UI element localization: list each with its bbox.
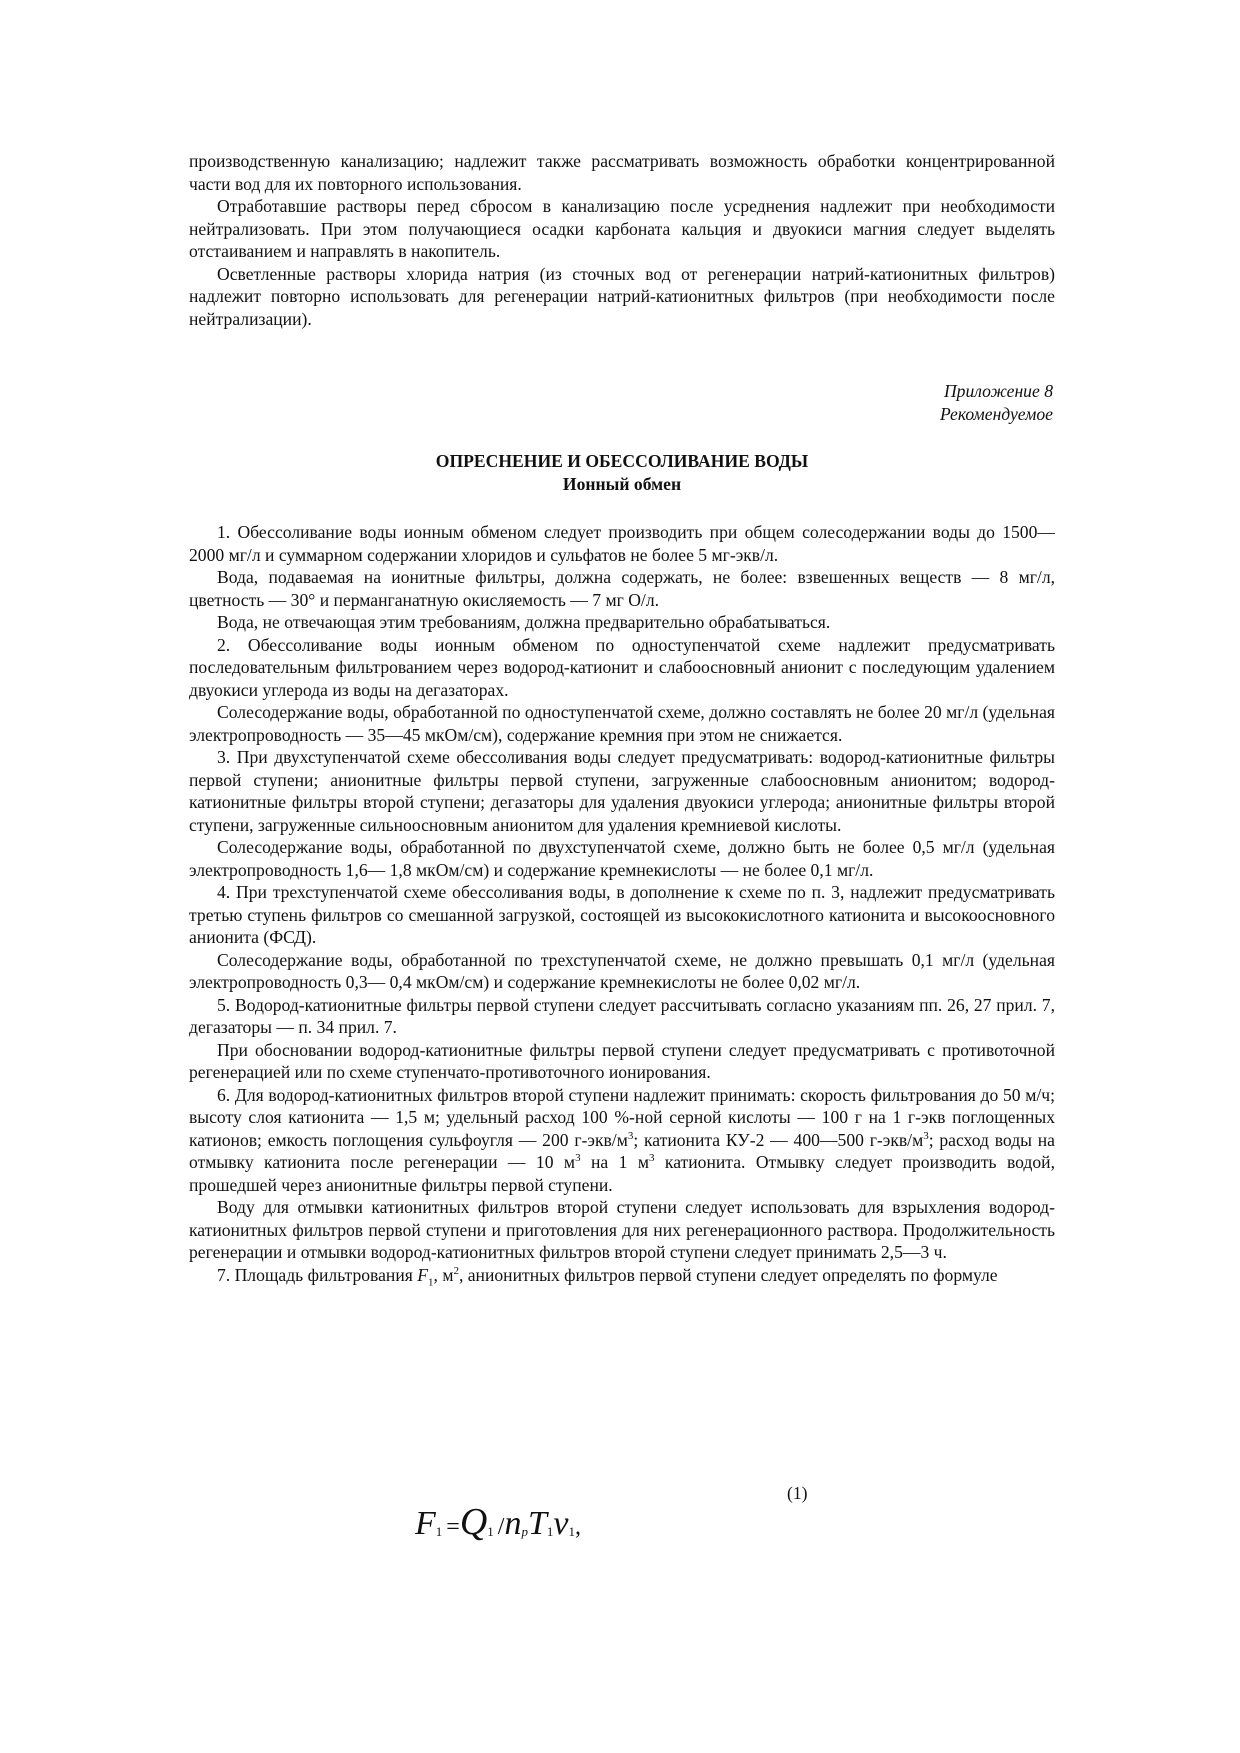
paragraph: При обосновании водород-катионитные фильтры первой ступени следует предусматривать с противоточной регенерацией или по схеме ступенчато-противоточного ионирования. xyxy=(189,1039,1055,1082)
formula-T-sub: 1 xyxy=(546,1524,554,1539)
paragraph: Солесодержание воды, обработанной по трехступенчатой схеме, не должно превышать 0,1 мг/л (удельная электропроводность 0,3— 0,4 мкОм/см) и содержание кремнекислоты не более 0,02 мг/л. xyxy=(189,949,1055,992)
formula-comma: , xyxy=(574,1514,581,1540)
paragraph xyxy=(189,1084,1055,1197)
formula-number: (1) xyxy=(787,1483,808,1503)
paragraph: Солесодержание воды, обработанной по одноступенчатой схеме, должно составлять не более 20 мг/л (удельная электропроводность — 35—45 мкОм/см), содержание кремния при этом не снижается. xyxy=(189,702,1055,745)
variable: F xyxy=(417,1264,429,1285)
paragraph: Воду для отмывки катионитных фильтров второй ступени следует использовать для взрыхления водород-катионитных фильтров первой ступени и приготовления для них регенерационного раствора. Продолжительность регенерации и отмывки водород-катионитных фильтров второй ступени следует принимать 2,5—3 ч. xyxy=(189,1197,1055,1262)
section-title: ОПРЕСНЕНИЕ И ОБЕССОЛИВАНИЕ ВОДЫ xyxy=(435,451,809,471)
paragraph: 2. Обессоливание воды ионным обменом по одноступенчатой схеме надлежит предусматривать последовательным фильтрованием через водород-катионит и слабоосновный анионит с последующим удалением двуокиси углерода из воды на дегазаторах. xyxy=(189,634,1055,700)
paragraph xyxy=(189,1264,1055,1287)
section-heading xyxy=(189,450,1055,496)
appendix-status: Рекомендуемое xyxy=(939,404,1053,424)
text-run: ; катионита КУ-2 — 400—500 г-экв/м xyxy=(633,1129,924,1150)
formula-n-sub: p xyxy=(521,1524,528,1539)
paragraph: Осветленные растворы хлорида натрия (из сточных вод от регенерации натрий-катионитных фильтров) надлежит повторно использовать для регенерации натрий-катионитных фильтров (при необходимости после нейтрализации). xyxy=(189,263,1055,329)
appendix-number: Приложение 8 xyxy=(943,381,1053,401)
paragraph: Солесодержание воды, обработанной по двухступенчатой схеме, должно быть не более 0,5 мг/л (удельная электропроводность 1,6— 1,8 мкОм/см) и содержание кремнекислоты — не более 0,1 мг/л. xyxy=(189,837,1055,880)
paragraph: Вода, не отвечающая этим требованиям, должна предварительно обрабатываться. xyxy=(217,612,831,632)
paragraph: 1. Обессоливание воды ионным обменом следует производить при общем солесодержании воды до 1500—2000 мг/л и суммарном содержании хлоридов и сульфатов не более 5 мг-экв/л. xyxy=(189,522,1055,565)
superscript: 3 xyxy=(649,1152,655,1165)
paragraph: Отработавшие растворы перед сбросом в канализацию после усреднения надлежит при необходимости нейтрализовать. При этом получающиеся осадки карбоната кальция и двуокиси магния следует выделять отстаиванием и направлять в накопитель. xyxy=(189,196,1055,261)
superscript: 2 xyxy=(453,1264,459,1277)
formula-T: T xyxy=(527,1505,547,1542)
paragraph: производственную канализацию; надлежит также рассматривать возможность обработки концентрированной части вод для их повторного использования. xyxy=(189,151,1055,194)
formula-n: n xyxy=(504,1505,522,1542)
text-run: на 1 м xyxy=(580,1152,649,1172)
appendix-label xyxy=(940,380,1053,426)
superscript: 3 xyxy=(575,1152,581,1165)
formula-Q: Q xyxy=(459,1501,488,1543)
top-text-block xyxy=(189,150,1055,330)
formula-slash: / xyxy=(497,1514,505,1540)
formula xyxy=(415,1500,581,1544)
paragraph: 3. При двухступенчатой схеме обессоливания воды следует предусматривать: водород-катионитные фильтры первой ступени; анионитные фильтры первой ступени, загруженные слабоосновным анионитом; водород-катионитные фильтры второй ступени; дегазаторы для удаления двуокиси углерода; анионитные фильтры второй ступени, загруженные сильноосновным анионитом для удаления кремниевой кислоты. xyxy=(189,747,1055,835)
paragraph: 5. Водород-катионитные фильтры первой ступени следует рассчитывать согласно указаниям пп. 26, 27 прил. 7, дегазаторы — п. 34 прил. 7. xyxy=(189,994,1055,1037)
formula-Q-sub: 1 xyxy=(487,1524,494,1539)
text-run: , м xyxy=(433,1264,454,1285)
text-run: 6. Для водород-катионитных фильтров второй ступени надлежит принимать: скорость фильтрования до 50 м/ч; высоту слоя катионита — 1,5 м; удельный расход 100 %-ной серной кислоты — 100 г на 1 г-экв поглощенных катионов; емкость поглощения сульфоугля — 200 г-экв/м xyxy=(189,1084,1055,1150)
formula-F: F xyxy=(415,1505,436,1542)
subscript: 1 xyxy=(428,1276,434,1289)
text-run: , анионитных фильтров первой ступени следует определять по формуле xyxy=(458,1264,998,1285)
main-text-block xyxy=(189,521,1055,1289)
text-run: катионита. Отмывку следует производить водой, прошедшей через анионитные фильтры первой ступени. xyxy=(189,1152,1055,1195)
superscript: 3 xyxy=(627,1129,634,1142)
formula-v: v xyxy=(553,1505,569,1542)
superscript: 3 xyxy=(923,1129,929,1142)
text-run: 7. Площадь фильтрования xyxy=(217,1264,418,1285)
formula-F-sub: 1 xyxy=(435,1524,443,1539)
text-run: ; расход воды на отмывку катионита после регенерации — 10 м xyxy=(189,1129,1055,1172)
section-subtitle: Ионный обмен xyxy=(562,474,682,494)
formula-v-sub: 1 xyxy=(568,1524,575,1539)
formula-eq: = xyxy=(446,1514,460,1540)
paragraph: Вода, подаваемая на ионитные фильтры, должна содержать, не более: взвешенных веществ — 8 мг/л, цветность — 30° и перманганатную окисляемость — 7 мг О/л. xyxy=(189,567,1055,610)
paragraph: 4. При трехступенчатой схеме обессоливания воды, в дополнение к схеме по п. 3, надлежит предусматривать третью ступень фильтров со смешанной загрузкой, состоящей из высококислотного катионита и высокоосновного анионита (ФСД). xyxy=(189,882,1055,947)
